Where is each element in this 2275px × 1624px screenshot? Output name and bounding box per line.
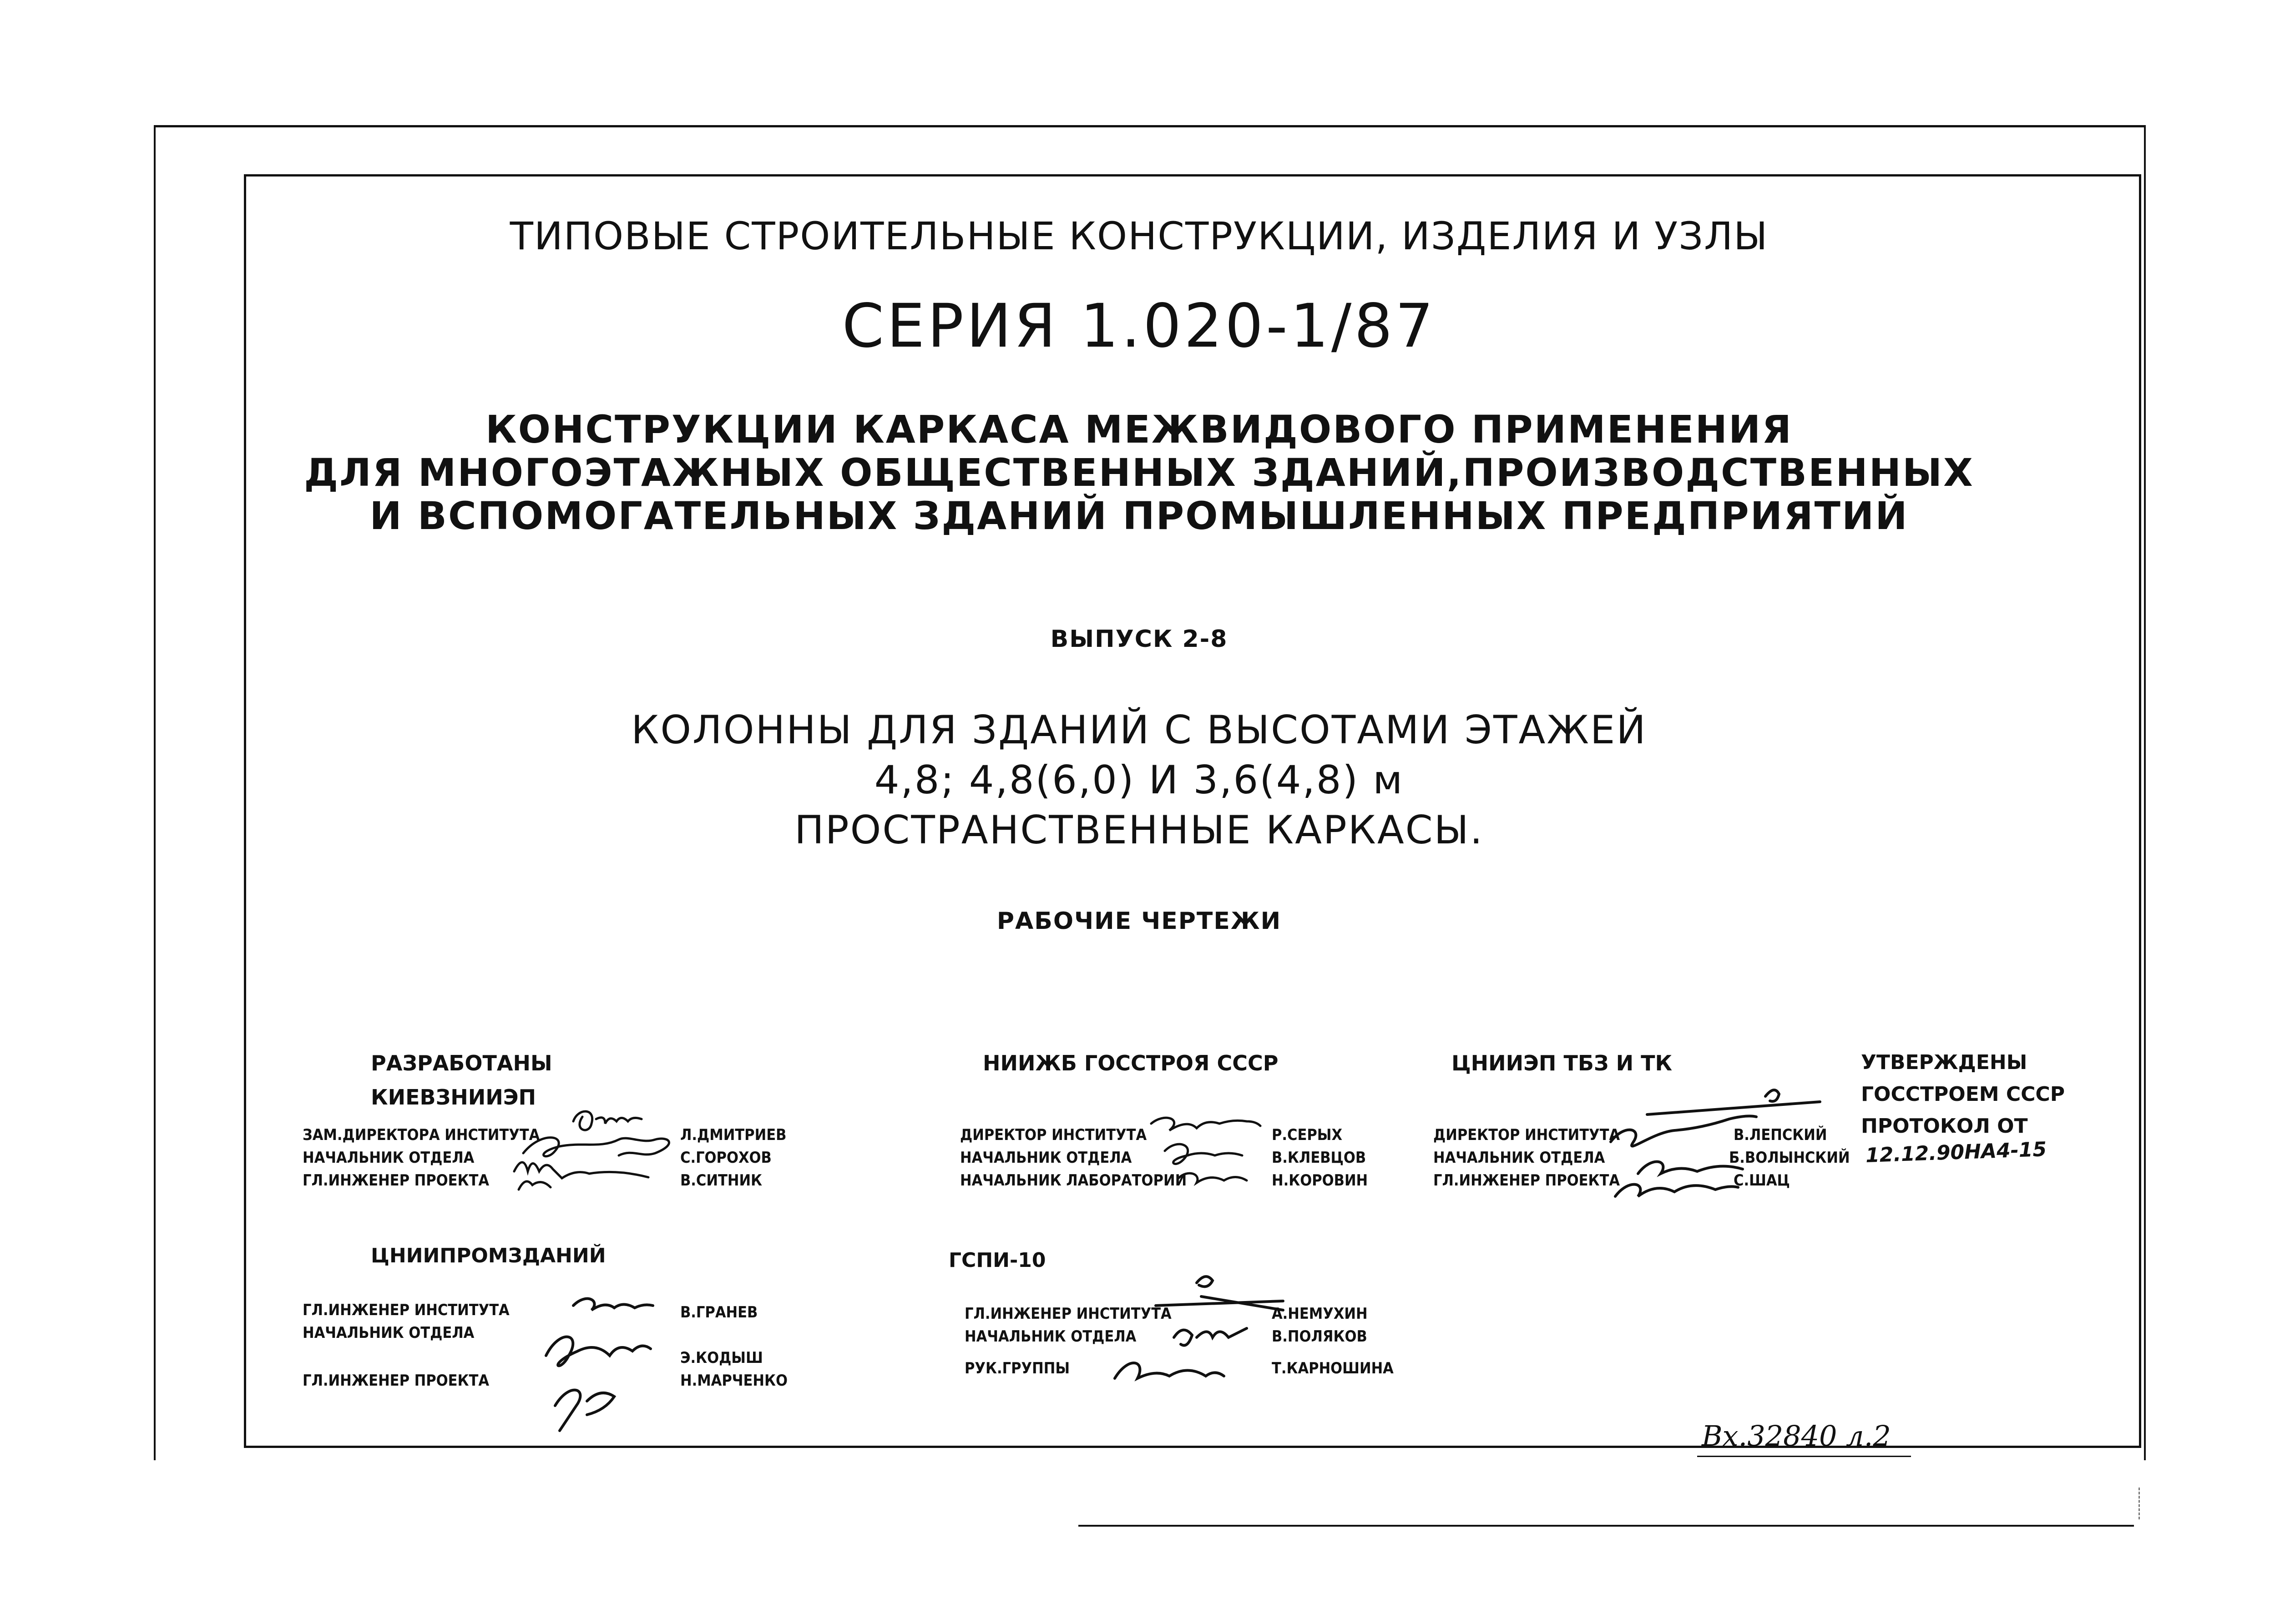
niizhb-role-3: НАЧАЛЬНИК ЛАБОРАТОРИИ: [960, 1171, 1187, 1190]
kiev-role-2: НАЧАЛЬНИК ОТДЕЛА: [303, 1149, 475, 1167]
tsniiep-block-title: ЦНИИЭП ТБЗ И ТК: [1451, 1051, 1673, 1075]
tsniiep-role-3: ГЛ.ИНЖЕНЕР ПРОЕКТА: [1433, 1171, 1620, 1190]
kiev-name-3: В.СИТНИК: [680, 1171, 763, 1190]
gspi-role-1: ГЛ.ИНЖЕНЕР ИНСТИТУТА: [965, 1305, 1172, 1323]
tsniiprom-signatures: [519, 1287, 673, 1442]
title-line-3: И ВСПОМОГАТЕЛЬНЫХ ЗДАНИЙ ПРОМЫШЛЕННЫХ ПРЕДПРИЯТИЙ: [369, 494, 1909, 538]
approved-protocol: 12.12.90НА4-15: [1865, 1138, 2047, 1167]
gspi-name-2: В.ПОЛЯКОВ: [1272, 1327, 1367, 1346]
tsniiprom-name-2: Э.КОДЫШ: [680, 1349, 763, 1367]
kiev-block-title: РАЗРАБОТАНЫ: [371, 1051, 552, 1075]
stamp-underline: [1697, 1456, 1911, 1457]
tsniiprom-role-3: ГЛ.ИНЖЕНЕР ПРОЕКТА: [303, 1372, 490, 1390]
tsniiprom-name-1: В.ГРАНЕВ: [680, 1303, 758, 1321]
gspi-role-3: РУК.ГРУППЫ: [965, 1359, 1070, 1377]
kiev-org: КИЕВЗНИИЭП: [371, 1085, 536, 1110]
tsniiprom-name-3: Н.МАРЧЕНКО: [680, 1372, 788, 1390]
niizhb-role-2: НАЧАЛЬНИК ОТДЕЛА: [960, 1149, 1132, 1167]
header-line: ТИПОВЫЕ СТРОИТЕЛЬНЫЕ КОНСТРУКЦИИ, ИЗДЕЛИЯ И УЗЛЫ: [510, 214, 1769, 258]
gspi-name-3: Т.КАРНОШИНА: [1272, 1359, 1394, 1377]
niizhb-signatures: [1124, 1110, 1279, 1201]
kiev-name-2: С.ГОРОХОВ: [680, 1149, 772, 1167]
tsniiprom-role-1: ГЛ.ИНЖЕНЕР ИНСТИТУТА: [303, 1301, 510, 1319]
gspi-name-1: А.НЕМУХИН: [1272, 1305, 1368, 1323]
gspi-block-title: ГСПИ-10: [949, 1249, 1046, 1272]
subject-line-2: 4,8; 4,8(6,0) И 3,6(4,8) м: [874, 757, 1404, 803]
tsniiep-signatures: [1583, 1087, 1838, 1210]
approved-line-2: ГОССТРОЕМ СССР: [1861, 1083, 2065, 1106]
niizhb-name-3: Н.КОРОВИН: [1272, 1171, 1368, 1190]
subject-line-3: ПРОСТРАНСТВЕННЫЕ КАРКАСЫ.: [794, 807, 1484, 853]
title-line-1: КОНСТРУКЦИИ КАРКАСА МЕЖВИДОВОГО ПРИМЕНЕНИЯ: [485, 407, 1793, 452]
tsniiep-role-2: НАЧАЛЬНИК ОТДЕЛА: [1433, 1149, 1605, 1167]
approved-line-1: УТВЕРЖДЕНЫ: [1861, 1051, 2027, 1074]
document-type: РАБОЧИЕ ЧЕРТЕЖИ: [996, 908, 1282, 935]
incoming-stamp: Вх.32840 л.2: [1702, 1419, 1891, 1453]
tsniiep-name-3: С.ШАЦ: [1734, 1171, 1790, 1190]
subject-line-1: КОЛОННЫ ДЛЯ ЗДАНИЙ С ВЫСОТАМИ ЭТАЖЕЙ: [631, 707, 1647, 753]
tsniiprom-role-2: НАЧАЛЬНИК ОТДЕЛА: [303, 1324, 475, 1342]
tsniiprom-block-title: ЦНИИПРОМЗДАНИЙ: [371, 1244, 606, 1267]
tsniiep-name-2: Б.ВОЛЫНСКИЙ: [1729, 1149, 1850, 1167]
niizhb-name-1: Р.СЕРЫХ: [1272, 1126, 1343, 1144]
niizhb-block-title: НИИЖБ ГОССТРОЯ СССР: [983, 1051, 1279, 1075]
tsniiep-role-1: ДИРЕКТОР ИНСТИТУТА: [1433, 1126, 1620, 1144]
approved-line-3: ПРОТОКОЛ ОТ: [1861, 1115, 2028, 1138]
kiev-role-3: ГЛ.ИНЖЕНЕР ПРОЕКТА: [303, 1171, 490, 1190]
cut-mark: [2138, 1488, 2140, 1519]
gspi-signatures: [1097, 1269, 1292, 1397]
bottom-rule: [1078, 1525, 2134, 1527]
tsniiep-name-1: В.ЛЕПСКИЙ: [1734, 1126, 1827, 1144]
niizhb-role-1: ДИРЕКТОР ИНСТИТУТА: [960, 1126, 1147, 1144]
issue-number: ВЫПУСК 2-8: [1050, 625, 1228, 653]
series-title: СЕРИЯ 1.020-1/87: [842, 291, 1436, 361]
kiev-name-1: Л.ДМИТРИЕВ: [680, 1126, 787, 1144]
niizhb-name-2: В.КЛЕВЦОВ: [1272, 1149, 1366, 1167]
gspi-role-2: НАЧАЛЬНИК ОТДЕЛА: [965, 1327, 1137, 1346]
kiev-signatures: [505, 1103, 696, 1203]
kiev-role-1: ЗАМ.ДИРЕКТОРА ИНСТИТУТА: [303, 1126, 540, 1144]
title-line-2: ДЛЯ МНОГОЭТАЖНЫХ ОБЩЕСТВЕННЫХ ЗДАНИЙ,ПРОИЗВОДСТВЕННЫХ: [304, 450, 1974, 495]
